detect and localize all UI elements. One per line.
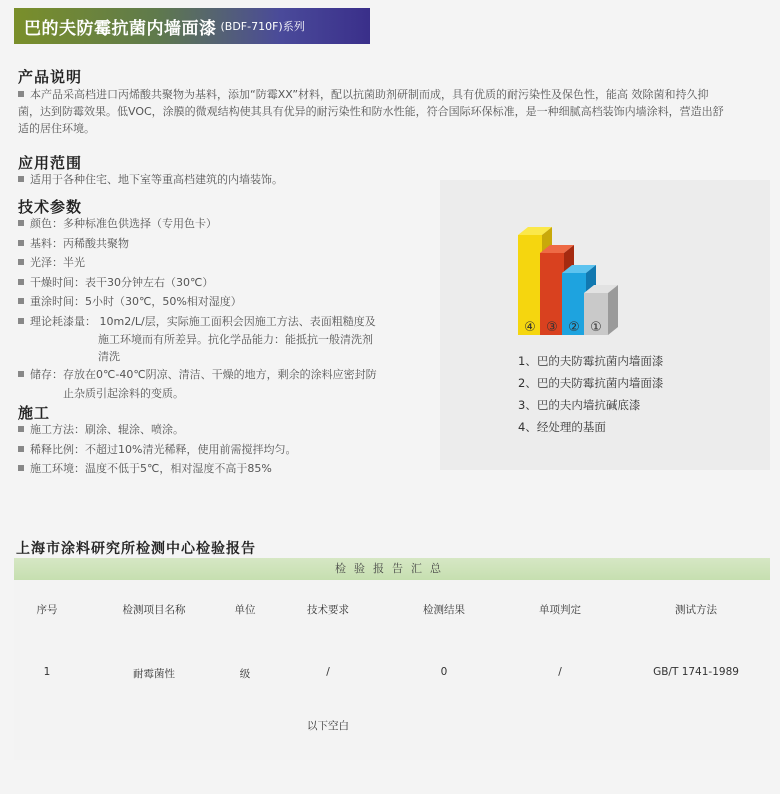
bar-3-label: ③ [546,320,558,335]
construction-list [18,420,296,479]
list-item: 施工方法：刷涂、辊涂、喷涂。 [18,420,296,440]
bullet-icon [18,220,24,226]
table-header: 单位 [234,604,256,616]
product-desc-line: 适的居住环境。 [18,122,95,135]
list-item: 干燥时间：表干30分钟左右（30℃） [18,273,377,293]
figure-legend [518,350,663,438]
list-item: 储存：存放在0℃-40℃阴凉、清洁、干燥的地方，剩余的涂料应密封防 [18,365,377,385]
list-item-continued: 施工环境而有所差异。抗化学品能力：能抵抗一般清洗剂 [98,333,373,346]
table-footer-note: 以下空白 [307,720,349,732]
title-banner [14,8,370,44]
layer-illustration [510,215,640,345]
report-title: 上海市涂料研究所检测中心检验报告 [16,541,256,557]
report-band: 检验报告汇总 [14,558,770,580]
page-title: 巴的夫防霉抗菌内墙面漆 [24,18,217,39]
table-header: 测试方法 [675,604,717,616]
product-desc-line: 菌，达到防霉效果。低VOC，涂膜的微观结构使其具有优异的耐污染性和防水性能，符合国际环保标准，是一种细腻高档装饰内墙涂料，营造出舒 [18,105,724,118]
bullet-icon [18,176,24,182]
legend-item: 4、经处理的基面 [518,420,606,434]
list-item: 光泽：半光 [18,253,377,273]
bullet-icon [18,426,24,432]
page-subtitle: (BDF-710F)系列 [220,20,305,33]
application-heading: 应用范围 [18,154,83,172]
table-cell: 耐霉菌性 [133,668,175,680]
product-desc-text [18,86,774,137]
bullet-icon [18,318,24,324]
list-item: 重涂时间：5小时（30℃，50%相对湿度） [18,292,377,312]
product-desc-line: 本产品采高档进口丙烯酸共聚物为基料，添加“防霉XX”材料，配以抗菌助剂研制而成，具有优质的耐污染性及保色性，能高 效除菌和持久抑 [30,88,709,101]
tech-heading: 技术参数 [18,198,83,216]
legend-item: 2、巴的夫防霉抗菌内墙面漆 [518,376,664,390]
bullet-icon [18,298,24,304]
table-header: 序号 [36,604,58,616]
table-cell: GB/T 1741-1989 [653,666,739,678]
table-header: 检测项目名称 [122,604,186,616]
bullet-icon [18,279,24,285]
table-cell: / [558,666,562,678]
table-cell: / [326,666,330,678]
table-cell: 0 [440,666,448,678]
bar-1-label: ① [590,320,602,335]
bullet-icon [18,259,24,265]
bullet-icon [18,371,24,377]
report-table [14,580,770,760]
list-item-continued: 止杂质引起涂料的变质。 [63,386,184,400]
table-header: 单项判定 [539,604,581,616]
product-desc-heading: 产品说明 [18,68,83,86]
list-item-continued: 清洗 [98,350,120,363]
list-item: 稀释比例：不超过10%清光稀释，使用前需搅拌均匀。 [18,440,296,460]
construction-heading: 施工 [18,404,51,422]
bullet-icon [18,91,24,97]
legend-item: 3、巴的夫内墙抗碱底漆 [518,398,641,412]
table-cell: 级 [239,668,251,680]
bar-1-side [608,285,618,335]
table-header: 技术要求 [307,604,349,616]
list-item: 适用于各种住宅、地下室等重高档建筑的内墙装饰。 [18,170,283,190]
tech-list [18,214,377,402]
table-header: 检测结果 [423,604,465,616]
table-cell: 1 [43,666,51,678]
list-item: 基料：丙稀酸共聚物 [18,234,377,254]
list-item: 施工环境：温度不低于5℃，相对湿度不高于85% [18,459,296,479]
list-item: 颜色：多种标准色供选择（专用色卡） [18,214,377,234]
bullet-icon [18,240,24,246]
bar-4-label: ④ [524,320,536,335]
application-list [18,170,283,190]
legend-item: 1、巴的夫防霉抗菌内墙面漆 [518,354,664,368]
bullet-icon [18,465,24,471]
bar-2-label: ② [568,320,580,335]
bullet-icon [18,446,24,452]
list-item: 理论耗漆量： 10m2/L/层，实际施工面积会因施工方法、表面粗糙度及 [18,312,377,332]
